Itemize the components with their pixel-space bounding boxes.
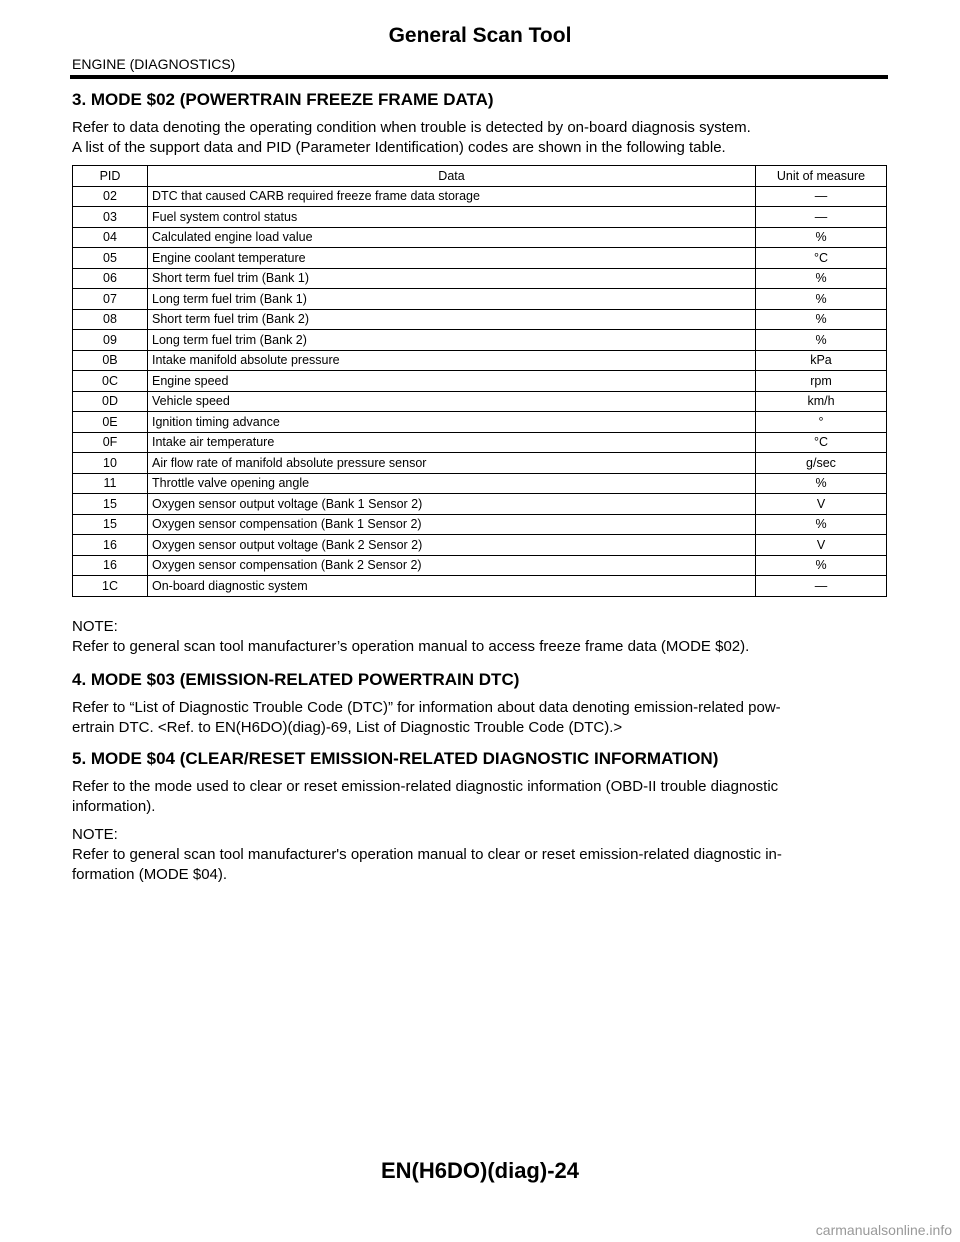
- table-row: [73, 350, 887, 371]
- data-cell: Short term fuel trim (Bank 2): [148, 309, 756, 330]
- unit-cell: rpm: [756, 371, 887, 392]
- table-row: [73, 330, 887, 351]
- table-row: [73, 535, 887, 556]
- data-cell: Short term fuel trim (Bank 1): [148, 268, 756, 289]
- pid-table: [72, 165, 887, 597]
- pid-cell: 15: [73, 514, 148, 535]
- pid-cell: 11: [73, 473, 148, 494]
- table-row: [73, 268, 887, 289]
- pid-cell: 06: [73, 268, 148, 289]
- mode02-intro-line2: A list of the support data and PID (Parameter Identification) codes are shown in the following table.: [72, 139, 726, 156]
- table-row: [73, 555, 887, 576]
- unit-cell: %: [756, 514, 887, 535]
- pid-cell: 10: [73, 453, 148, 474]
- unit-cell: V: [756, 535, 887, 556]
- pid-cell: 16: [73, 555, 148, 576]
- pid-cell: 07: [73, 289, 148, 310]
- table-row: [73, 309, 887, 330]
- unit-cell: V: [756, 494, 887, 515]
- unit-cell: —: [756, 576, 887, 597]
- unit-cell: °C: [756, 248, 887, 269]
- data-cell: Oxygen sensor compensation (Bank 1 Sensor 2): [148, 514, 756, 535]
- unit-cell: kPa: [756, 350, 887, 371]
- data-cell: Air flow rate of manifold absolute pressure sensor: [148, 453, 756, 474]
- mode02-heading: 3. MODE $02 (POWERTRAIN FREEZE FRAME DATA): [72, 90, 494, 109]
- table-row: [73, 432, 887, 453]
- pid-cell: 0F: [73, 432, 148, 453]
- table-row: [73, 289, 887, 310]
- pid-cell: 0C: [73, 371, 148, 392]
- table-row: [73, 391, 887, 412]
- mode02-note-text: Refer to general scan tool manufacturer’s operation manual to access freeze frame data (MODE $02).: [72, 638, 750, 655]
- header-rule: [70, 75, 888, 79]
- data-cell: Ignition timing advance: [148, 412, 756, 433]
- unit-cell: g/sec: [756, 453, 887, 474]
- page-number: EN(H6DO)(diag)-24: [380, 1158, 579, 1183]
- table-row: [73, 248, 887, 269]
- data-cell: Long term fuel trim (Bank 2): [148, 330, 756, 351]
- unit-cell: —: [756, 186, 887, 207]
- data-cell: Vehicle speed: [148, 391, 756, 412]
- pid-cell: 0D: [73, 391, 148, 412]
- watermark-text: carmanualsonline.info: [815, 1222, 952, 1238]
- unit-cell: %: [756, 555, 887, 576]
- table-row: [73, 186, 887, 207]
- mode04-heading: 5. MODE $04 (CLEAR/RESET EMISSION-RELATED DIAGNOSTIC INFORMATION): [72, 749, 719, 768]
- pid-cell: 02: [73, 186, 148, 207]
- pid-cell: 09: [73, 330, 148, 351]
- data-cell: Fuel system control status: [148, 207, 756, 228]
- unit-cell: km/h: [756, 391, 887, 412]
- mode03-heading: 4. MODE $03 (EMISSION-RELATED POWERTRAIN DTC): [72, 670, 520, 689]
- pid-table-body: [73, 186, 887, 596]
- table-row: [73, 227, 887, 248]
- mode03-line2: ertrain DTC. <Ref. to EN(H6DO)(diag)-69, List of Diagnostic Trouble Code (DTC).>: [72, 719, 623, 736]
- mode02-note-label: NOTE:: [72, 618, 118, 635]
- table-row: [73, 514, 887, 535]
- mode04-note-line1: Refer to general scan tool manufacturer's operation manual to clear or reset emission-related diagnostic in-: [72, 846, 782, 863]
- section-label: ENGINE (DIAGNOSTICS): [72, 56, 236, 72]
- pid-cell: 16: [73, 535, 148, 556]
- mode04-line2: information).: [72, 798, 156, 815]
- data-cell: Intake manifold absolute pressure: [148, 350, 756, 371]
- table-row: [73, 453, 887, 474]
- unit-cell: %: [756, 268, 887, 289]
- pid-cell: 15: [73, 494, 148, 515]
- table-row: [73, 207, 887, 228]
- pid-cell: 0E: [73, 412, 148, 433]
- pid-cell: 1C: [73, 576, 148, 597]
- mode04-note-line2: formation (MODE $04).: [72, 866, 228, 883]
- mode03-line1: Refer to “List of Diagnostic Trouble Code (DTC)” for information about data denoting emission-related pow-: [72, 699, 781, 716]
- pid-cell: 03: [73, 207, 148, 228]
- pid-cell: 04: [73, 227, 148, 248]
- table-row: [73, 371, 887, 392]
- mode04-note-label: NOTE:: [72, 826, 118, 843]
- data-cell: Calculated engine load value: [148, 227, 756, 248]
- mode02-intro-line1: Refer to data denoting the operating condition when trouble is detected by on-board diagnosis system.: [72, 119, 751, 136]
- column-header-data: Data: [148, 166, 756, 187]
- data-cell: Long term fuel trim (Bank 1): [148, 289, 756, 310]
- data-cell: Engine coolant temperature: [148, 248, 756, 269]
- data-cell: DTC that caused CARB required freeze frame data storage: [148, 186, 756, 207]
- table-row: [73, 473, 887, 494]
- page-title: General Scan Tool: [388, 24, 572, 47]
- column-header-unit: Unit of measure: [756, 166, 887, 187]
- unit-cell: %: [756, 473, 887, 494]
- data-cell: Intake air temperature: [148, 432, 756, 453]
- unit-cell: °C: [756, 432, 887, 453]
- table-header-row: [73, 166, 887, 187]
- column-header-pid: PID: [73, 166, 148, 187]
- unit-cell: %: [756, 289, 887, 310]
- data-cell: Oxygen sensor output voltage (Bank 1 Sensor 2): [148, 494, 756, 515]
- data-cell: Throttle valve opening angle: [148, 473, 756, 494]
- mode04-line1: Refer to the mode used to clear or reset emission-related diagnostic information (OBD-II trouble diagnostic: [72, 778, 779, 795]
- data-cell: Oxygen sensor compensation (Bank 2 Sensor 2): [148, 555, 756, 576]
- data-cell: Engine speed: [148, 371, 756, 392]
- data-cell: Oxygen sensor output voltage (Bank 2 Sensor 2): [148, 535, 756, 556]
- pid-cell: 05: [73, 248, 148, 269]
- pid-cell: 0B: [73, 350, 148, 371]
- unit-cell: %: [756, 227, 887, 248]
- data-cell: On-board diagnostic system: [148, 576, 756, 597]
- unit-cell: —: [756, 207, 887, 228]
- table-row: [73, 494, 887, 515]
- table-row: [73, 576, 887, 597]
- table-row: [73, 412, 887, 433]
- unit-cell: %: [756, 330, 887, 351]
- pid-cell: 08: [73, 309, 148, 330]
- unit-cell: %: [756, 309, 887, 330]
- unit-cell: °: [756, 412, 887, 433]
